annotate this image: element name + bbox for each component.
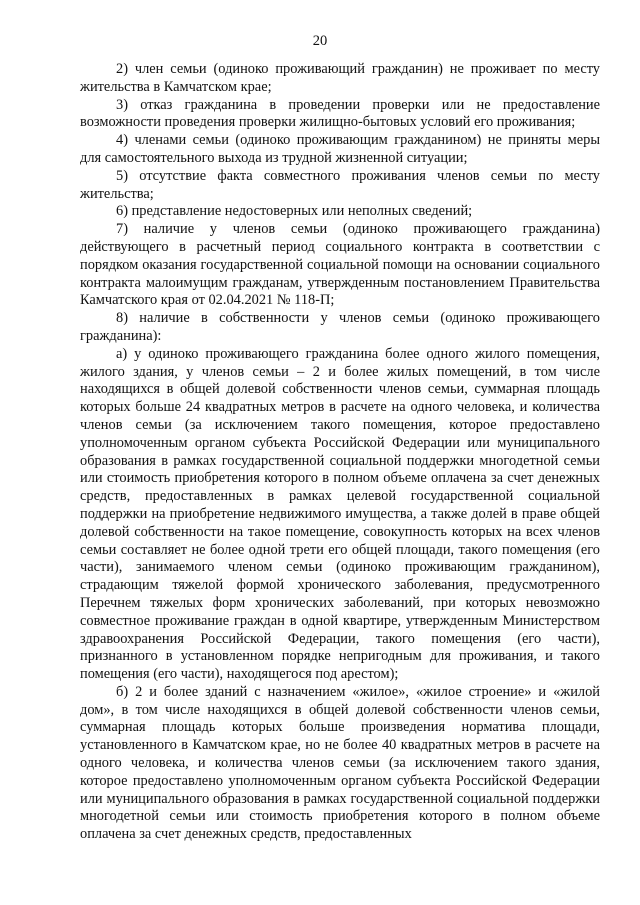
paragraph-item-4: 4) членами семьи (одиноко проживающим гражданином) не приняты меры для самостоятельного выхода из трудной жизненной ситуации; (80, 132, 600, 166)
paragraph-item-7: 7) наличие у членов семьи (одиноко проживающего гражданина) действующего в расчетный период социального контракта в соответствии с порядком оказания государственной социальной помощи на основании социального контракта малоимущим гражданам, утвержденным постановлением Правительства Камчатского края от 02.04.2021 № 118-П; (80, 221, 600, 309)
paragraph-item-3: 3) отказ гражданина в проведении проверки или не предоставление возможности проведения проверки жилищно-бытовых условий его проживания; (80, 96, 600, 131)
page-number: 20 (312, 33, 328, 49)
document-body (80, 61, 600, 844)
paragraph-item-8: 8) наличие в собственности у членов семьи (одиноко проживающего гражданина): (80, 310, 600, 344)
paragraph-subitem-b: б) 2 и более зданий с назначением «жилое», «жилое строение» и «жилой дом», в том числе находящихся в общей долевой собственности членов семьи, суммарная площадь которых больше произведения норматива площади, установленного в Камчатском крае, но не более 40 квадратных метров в расчете на одного человека, и количества членов семьи (за исключением такого здания, которое предоставлено уполномоченным органом субъекта Российской Федерации или муниципального образования в рамках государственной социальной поддержки многодетной семьи или стоимость приобретения которого в полном объеме оплачена за счет денежных средств, предоставленных (80, 683, 600, 843)
paragraph-item-2: 2) член семьи (одиноко проживающий гражданин) не проживает по месту жительства в Камчатском крае; (80, 61, 600, 95)
paragraph-subitem-a: а) у одиноко проживающего гражданина более одного жилого помещения, жилого здания, у членов семьи – 2 и более жилых помещений, в том числе находящихся в общей долевой собственности членов семьи, суммарная площадь которых больше 24 квадратных метров в расчете на одного человека, и количества членов семьи (за исключением такого помещения, которое предоставлено уполномоченным органом субъекта Российской Федерации или муниципального образования в рамках государственной социальной поддержки многодетной семьи или стоимость приобретения которого в полном объеме оплачена за счет денежных средств, предоставленных в рамках целевой государственной социальной поддержки на приобретение недвижимого имущества, а также долей в праве общей долевой собственности на такое помещение, совокупность которых на всех членов семьи составляет не более одной трети его общей площади, такого помещения (его части), занимаемого членом семьи (одиноко проживающим гражданином), страдающим тяжелой формой хронического заболевания, предусмотренного Перечнем тяжелых форм хронических заболеваний, при которых невозможно совместное проживание граждан в одной квартире, утвержденным Министерством здравоохранения Российской Федерации, такого помещения (его части), признанного в установленном порядке непригодным для проживания, и такого помещения (его части), находящегося под арестом); (80, 345, 600, 683)
paragraph-item-6: 6) представление недостоверных или неполных сведений; (116, 203, 473, 220)
paragraph-item-5: 5) отсутствие факта совместного проживания членов семьи по месту жительства; (80, 167, 600, 202)
